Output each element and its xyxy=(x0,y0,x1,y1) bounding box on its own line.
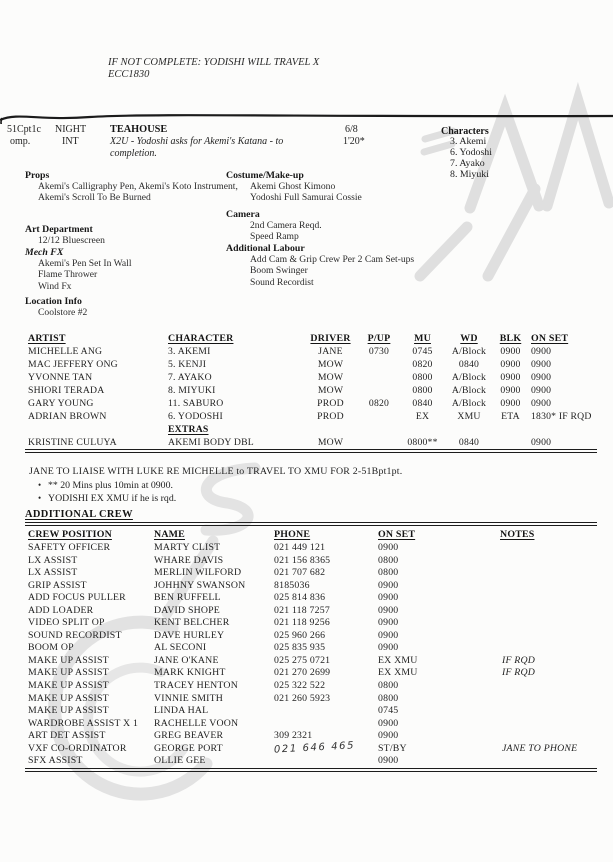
crew-notes xyxy=(500,542,608,555)
artist-onset: 0900 xyxy=(531,398,552,409)
section-props xyxy=(25,170,238,204)
artist-table xyxy=(0,333,608,450)
section-label: Art Department xyxy=(25,224,93,235)
artist-row xyxy=(0,346,608,359)
crew-onset: EX XMU xyxy=(378,654,418,666)
crew-row xyxy=(0,630,608,643)
header-note-line1: IF NOT COMPLETE: YODISHI WILL TRAVEL X xyxy=(108,57,320,68)
crew-onset: 0900 xyxy=(378,642,399,654)
crew-row xyxy=(0,605,608,618)
crew-name: JANE O'KANE xyxy=(154,654,219,666)
crew-row xyxy=(0,740,608,756)
section-camera xyxy=(226,209,322,243)
section-label: Mech FX xyxy=(25,247,64,258)
artist-driver: MOW xyxy=(317,372,344,383)
crew-position: WARDROBE ASSIST X 1 xyxy=(28,717,139,729)
artist-pickup xyxy=(358,372,400,385)
artist-rows xyxy=(0,346,608,424)
scene-synopsis-line2: completion. xyxy=(110,148,157,159)
artist-table-header xyxy=(0,333,608,346)
section-item: Akemi's Scroll To Be Burned xyxy=(38,192,151,204)
crew-notes xyxy=(500,630,608,643)
artist-onset: 0900 xyxy=(531,346,552,357)
crew-notes xyxy=(500,580,608,593)
section-item: Speed Ramp xyxy=(250,231,299,243)
crew-phone: 021 118 9256 xyxy=(274,617,330,629)
crew-phone xyxy=(274,755,372,768)
scene-synopsis-line1: X2U - Yodoshi asks for Akemi's Katana - to xyxy=(110,136,284,147)
crew-notes: IF RQD xyxy=(502,654,536,666)
section-item: Add Cam & Grip Crew Per 2 Cam Set-ups xyxy=(250,254,415,265)
artist-pickup xyxy=(358,385,400,398)
artist-onset: 0900 xyxy=(531,437,552,448)
crew-phone: 021 118 7257 xyxy=(274,604,330,616)
crew-phone: 8185036 xyxy=(274,579,310,591)
crew-row xyxy=(0,667,608,680)
crew-row xyxy=(0,705,608,718)
crew-position: VXF CO-ORDINATOR xyxy=(28,742,127,754)
artist-character: 3. AKEMI xyxy=(168,346,211,357)
crew-name: KENT BELCHER xyxy=(154,617,230,629)
crew-phone: 021 707 682 xyxy=(274,567,326,579)
artist-onset: 0900 xyxy=(531,372,552,383)
crew-position: ART DET ASSIST xyxy=(28,730,106,742)
artist-table-bottom-rule xyxy=(25,449,597,453)
crew-position: MAKE UP ASSIST xyxy=(28,667,109,679)
crew-row xyxy=(0,718,608,731)
crew-name: LINDA HAL xyxy=(154,705,209,717)
section-mech-fx xyxy=(25,247,132,292)
crew-onset: 0900 xyxy=(378,542,399,553)
section-item: Yodoshi Full Samurai Cossie xyxy=(250,192,362,204)
crew-notes xyxy=(500,617,608,630)
crew-onset: 0900 xyxy=(378,730,399,742)
col-header-phone: PHONE xyxy=(274,529,311,540)
artist-pickup xyxy=(358,411,400,424)
artist-block: ETA xyxy=(501,411,520,422)
scene-code xyxy=(7,124,41,148)
crew-name: DAVE HURLEY xyxy=(154,629,225,641)
col-header-mu: MU xyxy=(414,333,431,344)
artist-name: ADRIAN BROWN xyxy=(28,411,107,422)
col-header-blk: BLK xyxy=(499,333,522,344)
character-item: 7. Ayako xyxy=(450,157,485,169)
note-bullet: • YODISHI EX XMU if he is rqd. xyxy=(48,492,176,505)
crew-row xyxy=(0,567,608,580)
crew-notes xyxy=(500,705,608,718)
crew-phone: 025 275 0721 xyxy=(274,654,331,666)
section-items xyxy=(25,235,105,246)
crew-notes xyxy=(500,680,608,693)
crew-table-header xyxy=(0,529,608,542)
crew-onset: ST/BY xyxy=(378,742,407,754)
crew-phone: 021 260 5923 xyxy=(274,692,331,704)
section-item: 12/12 Bluescreen xyxy=(38,235,105,246)
crew-position: ADD FOCUS PULLER xyxy=(28,592,126,604)
scene-code-line2: omp. xyxy=(10,136,31,147)
crew-onset: 0900 xyxy=(378,717,399,729)
section-item: 2nd Camera Reqd. xyxy=(250,220,322,231)
crew-position: MAKE UP ASSIST xyxy=(28,680,109,692)
crew-notes xyxy=(500,567,608,580)
section-additional-labour xyxy=(226,243,414,288)
artist-driver: PROD xyxy=(317,411,344,422)
artist-name: MICHELLE ANG xyxy=(28,346,103,357)
section-item: Flame Thrower xyxy=(38,269,98,281)
artist-makeup: 0745 xyxy=(412,346,433,357)
section-item: Akemi's Calligraphy Pen, Akemi's Koto Instrument, xyxy=(38,181,238,192)
section-costume xyxy=(226,170,362,204)
artist-character: 8. MIYUKI xyxy=(168,385,216,396)
crew-row xyxy=(0,730,608,743)
scene-code-line1: 51Cpt1c xyxy=(7,124,41,135)
crew-phone: 025 835 935 xyxy=(274,642,326,654)
col-header-wd: WD xyxy=(460,333,478,344)
header-note xyxy=(108,57,319,81)
crew-name: DAVID SHOPE xyxy=(154,604,220,616)
artist-block: 0900 xyxy=(500,359,521,370)
artist-row xyxy=(0,385,608,398)
col-header-notes: NOTES xyxy=(500,529,535,540)
crew-position: VIDEO SPLIT OP xyxy=(28,617,105,629)
crew-onset: 0800 xyxy=(378,554,399,566)
artist-onset: 0900 xyxy=(531,385,552,396)
artist-makeup: 0840 xyxy=(412,398,433,409)
col-header-driver: DRIVER xyxy=(310,333,351,344)
artist-driver: PROD xyxy=(317,398,344,409)
col-header-character: CHARACTER xyxy=(168,333,234,344)
artist-pickup xyxy=(358,359,400,372)
artist-driver: JANE xyxy=(318,346,343,357)
crew-name: RACHELLE VOON xyxy=(154,717,239,729)
crew-phone: 021 156 8365 xyxy=(274,554,331,566)
crew-onset: 0900 xyxy=(378,755,399,767)
crew-notes xyxy=(500,592,608,605)
crew-onset: 0800 xyxy=(378,680,399,692)
crew-name: OLLIE GEE xyxy=(154,755,206,767)
note-bullet: • ** 20 Mins plus 10min at 0900. xyxy=(48,479,176,492)
artist-name: YVONNE TAN xyxy=(28,372,93,383)
section-items xyxy=(226,254,414,288)
section-label: Props xyxy=(25,170,50,181)
extras-label: EXTRAS xyxy=(168,424,209,435)
artist-name: GARY YOUNG xyxy=(28,398,94,409)
section-item: Boom Swinger xyxy=(250,265,308,277)
crew-onset: 0800 xyxy=(378,692,399,704)
crew-onset: 0900 xyxy=(378,592,399,604)
crew-row xyxy=(0,617,608,630)
section-label: Location Info xyxy=(25,296,82,307)
artist-makeup: 0820 xyxy=(412,359,433,370)
crew-name: JOHHNY SWANSON xyxy=(154,579,246,591)
crew-name: GREG BEAVER xyxy=(154,730,224,742)
crew-phone: 025 322 522 xyxy=(274,680,326,692)
artist-onset: 1830* IF RQD xyxy=(531,411,592,422)
section-items xyxy=(226,220,322,243)
section-items xyxy=(226,181,362,204)
crew-row xyxy=(0,555,608,568)
col-header-onset: ON SET xyxy=(378,529,416,540)
crew-position: LX ASSIST xyxy=(28,567,78,579)
characters-list xyxy=(450,137,492,181)
section-items xyxy=(25,258,132,292)
section-items xyxy=(25,181,238,204)
artist-makeup: 0800 xyxy=(412,385,433,396)
crew-position: SFX ASSIST xyxy=(28,755,83,767)
crew-phone: 021 449 121 xyxy=(274,542,326,553)
artist-makeup: 0800 xyxy=(412,372,433,383)
crew-name: MARK KNIGHT xyxy=(154,667,226,679)
section-item: Akemi Ghost Kimono xyxy=(250,181,336,192)
crew-row xyxy=(0,542,608,555)
crew-name: MERLIN WILFORD xyxy=(154,567,242,579)
artist-wardrobe: 0840 xyxy=(458,437,480,448)
section-location-info xyxy=(25,296,87,318)
crew-table-bottom-rule xyxy=(25,768,597,772)
crew-notes xyxy=(500,605,608,618)
artist-block: 0900 xyxy=(500,372,521,383)
crew-row xyxy=(0,592,608,605)
section-label: Additional Labour xyxy=(226,243,305,254)
crew-phone: 021 646 465 xyxy=(273,740,356,756)
crew-position: MAKE UP ASSIST xyxy=(28,692,109,704)
crew-onset: 0900 xyxy=(378,579,399,591)
crew-notes xyxy=(500,693,608,706)
section-item: Sound Recordist xyxy=(250,276,314,288)
crew-onset: 0800 xyxy=(378,567,399,579)
artist-name: MAC JEFFERY ONG xyxy=(28,359,118,370)
crew-row xyxy=(0,655,608,668)
artist-row xyxy=(0,359,608,372)
crew-phone: 309 2321 xyxy=(274,730,313,742)
artist-wardrobe: A/Block xyxy=(451,385,487,396)
col-header-position: CREW POSITION xyxy=(28,529,112,540)
crew-rows xyxy=(0,542,608,768)
artist-block: 0900 xyxy=(500,346,521,357)
artist-character: 5. KENJI xyxy=(168,359,207,370)
artist-makeup: EX xyxy=(415,411,430,422)
crew-onset: 0900 xyxy=(378,617,399,629)
crew-row xyxy=(0,680,608,693)
crew-phone xyxy=(274,718,372,731)
crew-notes: JANE TO PHONE xyxy=(502,742,578,754)
artist-character: 7. AYAKO xyxy=(168,372,212,383)
crew-position: SAFETY OFFICER xyxy=(28,542,111,553)
character-item: 3. Akemi xyxy=(450,136,487,147)
artist-driver: MOW xyxy=(317,437,344,448)
artist-wardrobe: XMU xyxy=(457,411,481,422)
crew-position: GRIP ASSIST xyxy=(28,579,87,591)
crew-table xyxy=(0,529,608,768)
artist-row xyxy=(0,398,608,411)
character-item: 8. Miyuki xyxy=(450,168,489,180)
artist-onset: 0900 xyxy=(531,359,552,370)
crew-name: WHARE DAVIS xyxy=(154,554,224,566)
crew-position: LX ASSIST xyxy=(28,554,78,566)
col-header-pup: P/UP xyxy=(367,333,391,344)
crew-row xyxy=(0,755,608,768)
artist-character: 6. YODOSHI xyxy=(168,411,223,422)
artist-makeup: 0800** xyxy=(407,437,438,448)
crew-position: MAKE UP ASSIST xyxy=(28,654,109,666)
crew-name: GEORGE PORT xyxy=(154,742,223,754)
artist-pickup: 0820 xyxy=(368,398,390,409)
artist-driver: MOW xyxy=(317,385,344,396)
section-art-department xyxy=(25,224,105,246)
crew-onset: 0900 xyxy=(378,629,399,641)
scene-strip-rule xyxy=(0,108,613,124)
artist-block: 0900 xyxy=(500,385,521,396)
crew-table-top-rule xyxy=(25,522,597,526)
artist-pickup: 0730 xyxy=(368,346,390,357)
col-header-name: NAME xyxy=(154,529,185,540)
crew-name: AL SECONI xyxy=(154,642,207,654)
crew-onset: EX XMU xyxy=(378,667,418,679)
artist-character: 11. SABURO xyxy=(168,398,224,409)
col-header-artist: ARTIST xyxy=(28,333,66,344)
character-item: 6. Yodoshi xyxy=(450,146,492,158)
section-label: Camera xyxy=(226,209,260,220)
artist-name: KRISTINE CULUYA xyxy=(28,437,117,448)
crew-phone xyxy=(274,705,372,718)
section-items xyxy=(25,307,87,318)
crew-onset: 0900 xyxy=(378,604,399,616)
crew-row xyxy=(0,693,608,706)
crew-phone: 025 814 836 xyxy=(274,592,326,604)
artist-character: AKEMI BODY DBL xyxy=(168,437,254,448)
crew-row xyxy=(0,580,608,593)
col-header-onset: ON SET xyxy=(531,333,569,344)
crew-notes xyxy=(500,555,608,568)
crew-row xyxy=(0,642,608,655)
crew-notes xyxy=(500,642,608,655)
artist-driver: MOW xyxy=(317,359,344,370)
crew-position: MAKE UP ASSIST xyxy=(28,705,109,717)
crew-position: ADD LOADER xyxy=(28,604,94,616)
scene-set-name: TEAHOUSE xyxy=(110,124,168,135)
artist-row xyxy=(0,372,608,385)
scene-pages: 6/8 xyxy=(345,124,358,135)
crew-notes xyxy=(500,730,608,743)
crew-notes: IF RQD xyxy=(502,667,536,679)
artist-wardrobe: A/Block xyxy=(451,372,487,383)
scene-est-time: 1'20* xyxy=(343,136,365,147)
section-label: Costume/Make-up xyxy=(226,170,304,181)
scene-int-ext: INT xyxy=(62,136,79,147)
crew-notes xyxy=(500,755,608,768)
artist-wardrobe: A/Block xyxy=(451,346,487,357)
section-item: Wind Fx xyxy=(38,280,72,292)
liaise-note: JANE TO LIAISE WITH LUKE RE MICHELLE to TRAVEL TO XMU FOR 2-51Bpt1pt. xyxy=(29,466,403,477)
crew-onset: 0745 xyxy=(378,705,399,717)
extras-header-row xyxy=(0,424,608,437)
crew-name: MARTY CLIST xyxy=(154,542,221,553)
additional-crew-title: ADDITIONAL CREW xyxy=(25,509,133,520)
scene-day-night: NIGHT xyxy=(55,124,87,135)
note-bullets xyxy=(48,479,176,505)
crew-phone: 025 960 266 xyxy=(274,629,326,641)
section-item: Akemi's Pen Set In Wall xyxy=(38,258,132,269)
artist-wardrobe: A/Block xyxy=(451,398,487,409)
crew-phone: 021 270 2699 xyxy=(274,667,331,679)
characters-label: Characters xyxy=(441,126,489,137)
artist-row xyxy=(0,411,608,424)
crew-name: TRACEY HENTON xyxy=(154,680,238,692)
section-item: Coolstore #2 xyxy=(38,307,88,318)
header-note-line2: ECC1830 xyxy=(108,69,150,80)
artist-wardrobe: 0840 xyxy=(458,359,480,370)
crew-position: SOUND RECORDIST xyxy=(28,629,122,641)
artist-block: 0900 xyxy=(500,398,521,409)
crew-name: VINNIE SMITH xyxy=(154,692,224,704)
crew-position: BOOM OP xyxy=(28,642,74,654)
artist-name: SHIORI TERADA xyxy=(28,385,105,396)
crew-name: BEN RUFFELL xyxy=(154,592,221,604)
crew-notes xyxy=(500,718,608,731)
